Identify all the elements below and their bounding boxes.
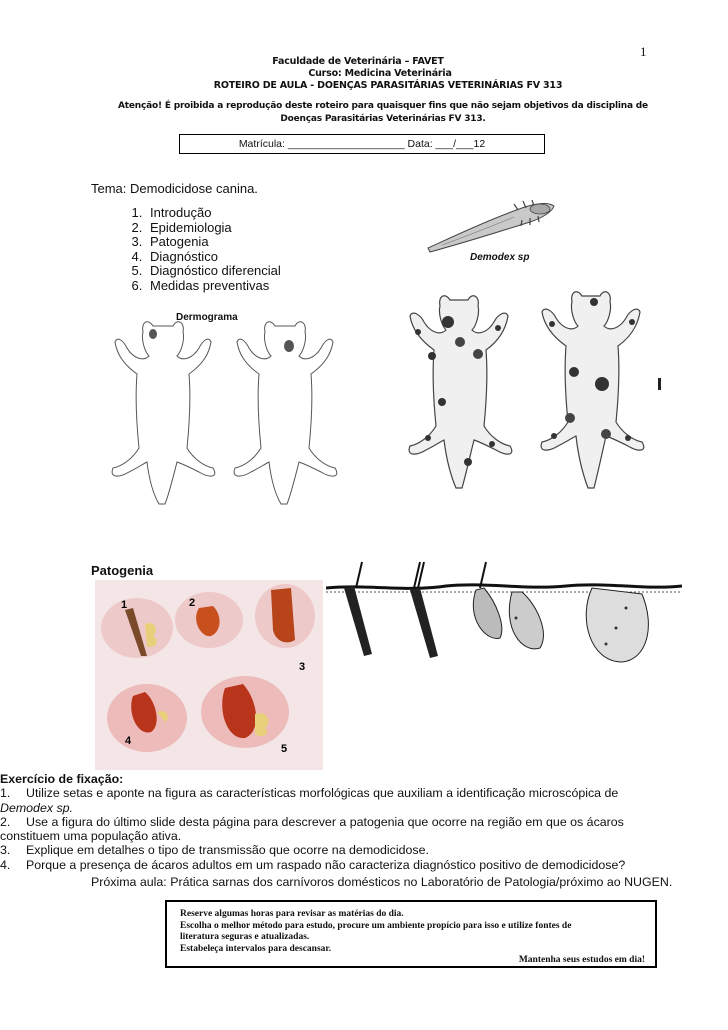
demodex-label: Demodex sp [470,252,530,263]
exercise-continuation: Demodex sp. [0,800,74,815]
exercise-text: Porque a presença de ácaros adultos em um raspado não caracteriza diagnóstico positivo de demodicidose? [26,857,626,872]
dermograma-label: Dermograma [176,312,238,323]
topic-item: 1. Introdução [146,206,281,221]
stage-number-3: 3 [299,661,306,673]
exercise-item [0,843,728,857]
exercise-number: 1. [0,786,11,801]
header-course: Curso: Medicina Veterinária [308,68,452,79]
exercise-continuation: constituem uma população ativa. [0,829,182,844]
next-class-text: Próxima aula: Prática sarnas dos carnívoros domésticos no Laboratório de Patologia/próximo ao NUGEN. [91,875,673,889]
exercise-section [0,772,728,872]
patogenia-label: Patogenia [91,563,154,578]
dermograma-diagram-4 [530,288,652,492]
topic-item: 6. Medidas preventivas [146,279,281,294]
header-title: ROTEIRO DE AULA - DOENÇAS PARASITÁRIAS VETERINÁRIAS FV 313 [213,80,563,91]
note-line: Estabeleça intervalos para descansar. [180,943,332,954]
exercise-number: 3. [0,843,11,858]
exercise-item [0,786,728,800]
matricula-box: Matrícula: ____________________ Data: ___/___12 [179,134,545,154]
topic-item: 5. Diagnóstico diferencial [146,264,281,279]
exercise-item [0,858,728,872]
header-faculty: Faculdade de Veterinária – FAVET [272,56,444,67]
topic-item: 3. Patogenia [146,235,281,250]
page-edge-mark [658,378,661,390]
topic-item: 2. Epidemiologia [146,221,281,236]
exercise-text: Use a figura do último slide desta página para descrever a patogenia que ocorre na região em que os ácaros [26,814,624,829]
page-number: 1 [640,44,647,59]
exercise-title: Exercício de fixação: [0,772,124,786]
exercise-number: 2. [0,814,11,829]
stage-number-5: 5 [281,743,288,755]
stage-number-1: 1 [121,599,128,611]
topic-item: 4. Diagnóstico [146,250,281,265]
note-line: Reserve algumas horas para revisar as matérias do dia. [180,909,404,919]
follicle-sequence-illustration [326,558,682,688]
exercise-item [0,815,728,829]
patogenia-color-illustration [95,580,323,770]
dermograma-diagram-1 [103,318,223,508]
exercise-text: Utilize setas e aponte na figura as características morfológicas que auxiliam a identificação microscópica de [26,786,619,801]
dermograma-diagram-2 [225,318,345,508]
stage-number-2: 2 [189,597,196,609]
note-line: literatura seguras e atualizadas. [180,932,310,942]
topics-list [96,206,281,294]
exercise-number: 4. [0,857,11,872]
stage-number-4: 4 [125,735,132,747]
note-closing: Mantenha seus estudos em dia! [518,955,645,965]
warning-text: Atenção! É proibida a reprodução deste roteiro para quaisquer fins que não sejam objetivos da disciplina de Doenças Parasitárias Veterinárias FV 313. [118,101,648,124]
dermograma-diagram-3 [398,292,520,492]
note-line: Escolha o melhor método para estudo, procure um ambiente propício para isso e utilize fontes de [180,920,572,931]
tema-heading: Tema: Demodicidose canina. [91,181,258,196]
exercise-text: Explique em detalhes o tipo de transmissão que ocorre na demodicidose. [26,843,429,858]
study-note-box [165,900,657,968]
demodex-mite-illustration [422,196,560,256]
